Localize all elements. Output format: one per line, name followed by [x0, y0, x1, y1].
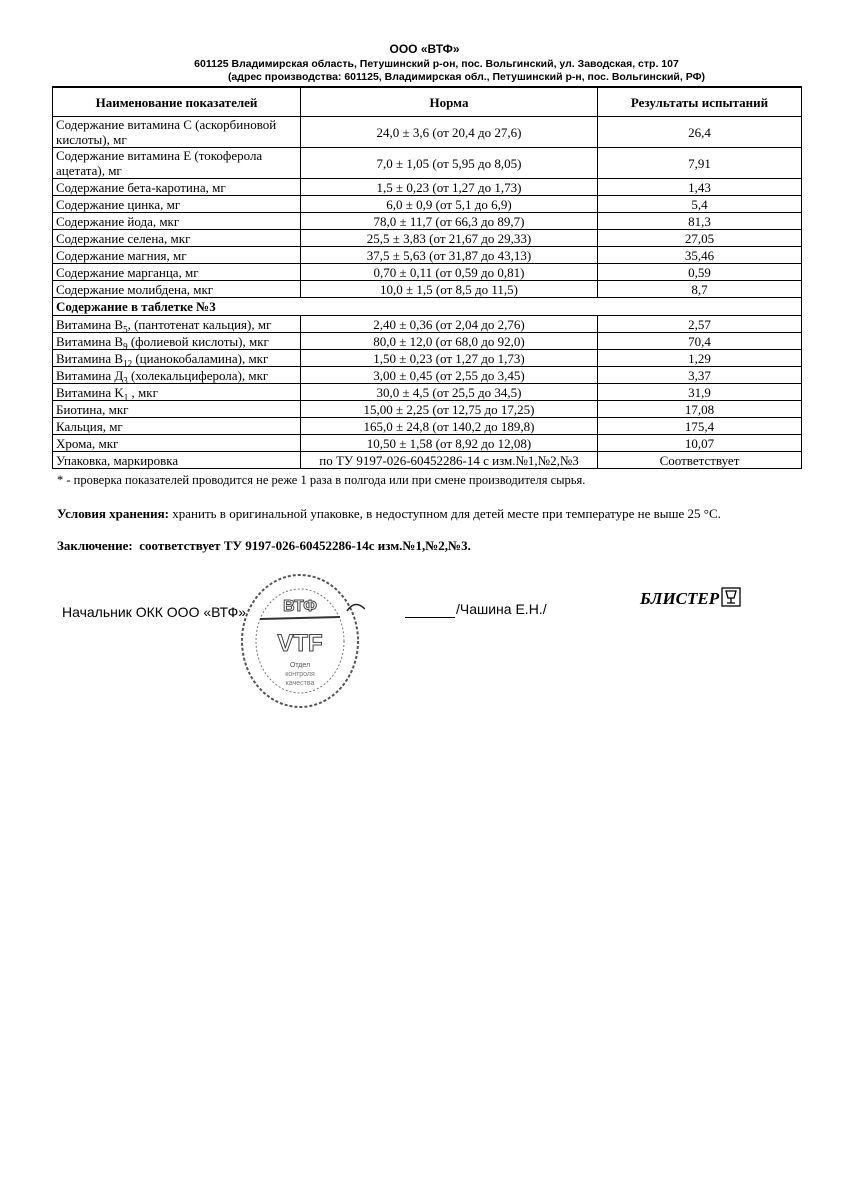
- signature-block: [52, 582, 801, 732]
- svg-text:VTF: VTF: [277, 630, 323, 657]
- name-prefix: Витамина B: [56, 333, 124, 349]
- norm-value: 6,0 ± 0,9 (от 5,1 до 6,9): [301, 196, 598, 213]
- indicator-name: [53, 401, 301, 418]
- norm-value: 80,0 ± 12,0 (от 68,0 до 92,0): [301, 333, 598, 350]
- production-address: (адрес производства: 601125, Владимирская обл., Петушинский р-н, пос. Вольгинский, РФ): [227, 71, 706, 83]
- norm-value: 3,00 ± 0,45 (от 2,55 до 3,45): [301, 367, 598, 384]
- norm-value: 7,0 ± 1,05 (от 5,95 до 8,05): [301, 148, 598, 179]
- test-result: 31,9: [598, 384, 802, 401]
- test-results-table: [52, 86, 802, 469]
- test-result: 27,05: [598, 230, 802, 247]
- svg-text:ВТФ: ВТФ: [283, 598, 317, 615]
- test-result: 26,4: [598, 117, 802, 148]
- storage-text: хранить в оригинальной упаковке, в недоступном для детей месте при температуре не выше 25 °С.: [169, 506, 721, 521]
- indicator-name: [53, 333, 301, 350]
- test-result: 2,57: [598, 316, 802, 333]
- test-result: 35,46: [598, 247, 802, 264]
- indicator-name: Содержание молибдена, мкг: [53, 281, 301, 298]
- food-safe-icon: [721, 587, 741, 607]
- indicator-name: Содержание бета-каротина, мг: [53, 179, 301, 196]
- norm-value: 10,50 ± 1,58 (от 8,92 до 12,08): [301, 435, 598, 452]
- norm-value: 1,50 ± 0,23 (от 1,27 до 1,73): [301, 350, 598, 367]
- svg-text:контроля: контроля: [285, 671, 315, 678]
- indicator-name: [53, 435, 301, 452]
- name-prefix: Витамина B: [56, 316, 124, 332]
- document-body: [52, 86, 801, 732]
- test-result: 81,3: [598, 213, 802, 230]
- table-row: [53, 333, 802, 350]
- name-prefix: Витамина K: [56, 384, 124, 400]
- test-result: 1,43: [598, 179, 802, 196]
- norm-value: по ТУ 9197-026-60452286-14 с изм.№1,№2,№3: [301, 452, 598, 469]
- norm-value: 2,40 ± 0,36 (от 2,04 до 2,76): [301, 316, 598, 333]
- indicator-name: Содержание витамина Е (токоферола ацетата), мг: [53, 148, 301, 179]
- table-row: [53, 230, 802, 247]
- name-subscript: 12: [123, 358, 133, 369]
- table-row: [53, 264, 802, 281]
- table-row: [53, 213, 802, 230]
- indicator-name: [53, 452, 301, 469]
- svg-text:качества: качества: [285, 680, 315, 687]
- name-prefix: Упаковка, маркировка: [56, 452, 179, 468]
- section-row: [53, 298, 802, 316]
- table-row: [53, 247, 802, 264]
- column-header-name: Наименование показателей: [53, 87, 301, 117]
- indicator-name: Содержание селена, мкг: [53, 230, 301, 247]
- name-subscript: 3: [123, 375, 128, 386]
- name-subscript: 9: [123, 341, 128, 352]
- test-result: 17,08: [598, 401, 802, 418]
- norm-value: 30,0 ± 4,5 (от 25,5 до 34,5): [301, 384, 598, 401]
- indicator-name: Содержание цинка, мг: [53, 196, 301, 213]
- test-result: 7,91: [598, 148, 802, 179]
- storage-conditions: [57, 506, 801, 522]
- name-suffix: , мкг: [128, 384, 158, 400]
- table-row: [53, 196, 802, 213]
- table-row: [53, 316, 802, 333]
- test-result: 5,4: [598, 196, 802, 213]
- table-row: [53, 179, 802, 196]
- name-suffix: (холекальциферола), мкг: [127, 367, 269, 383]
- table-row: [53, 367, 802, 384]
- indicator-name: [53, 384, 301, 401]
- name-suffix: , (пантотенат кальция), мг: [127, 316, 272, 332]
- table-row: [53, 401, 802, 418]
- test-result: 8,7: [598, 281, 802, 298]
- test-result: 3,37: [598, 367, 802, 384]
- norm-value: 0,70 ± 0,11 (от 0,59 до 0,81): [301, 264, 598, 281]
- name-prefix: Биотина, мкг: [56, 401, 129, 417]
- test-result: 0,59: [598, 264, 802, 281]
- footnote: * - проверка показателей проводится не реже 1 раза в полгода или при смене производителя сырья.: [57, 473, 586, 487]
- norm-value: 24,0 ± 3,6 (от 20,4 до 27,6): [301, 117, 598, 148]
- table-header-row: [53, 87, 802, 117]
- indicator-name: Содержание йода, мкг: [53, 213, 301, 230]
- name-suffix: (фолиевой кислоты), мкг: [127, 333, 269, 349]
- name-prefix: Хрома, мкг: [56, 435, 119, 451]
- norm-value: 25,5 ± 3,83 (от 21,67 до 29,33): [301, 230, 598, 247]
- name-suffix: (цианокобаламина), мкг: [132, 350, 269, 366]
- signatory-name: /Чашина Е.Н./: [456, 601, 547, 617]
- indicator-name: [53, 367, 301, 384]
- test-result: 175,4: [598, 418, 802, 435]
- indicator-name: Содержание марганца, мг: [53, 264, 301, 281]
- name-prefix: Витамина B: [56, 350, 124, 366]
- company-address: 601125 Владимирская область, Петушинский р-он, пос. Вольгинский, ул. Заводская, стр. 107: [194, 58, 679, 70]
- table-row: [53, 452, 802, 469]
- conclusion-text: соответствует ТУ 9197-026-60452286-14с изм.№1,№2,№3.: [132, 538, 471, 553]
- indicator-name: Содержание магния, мг: [53, 247, 301, 264]
- table-row: [53, 435, 802, 452]
- name-prefix: Витамина Д: [56, 367, 124, 383]
- test-result: 70,4: [598, 333, 802, 350]
- table-row: [53, 384, 802, 401]
- blister-logo-text: БЛИСТЕР: [640, 589, 720, 608]
- svg-text:Отдел: Отдел: [289, 662, 311, 669]
- norm-value: 78,0 ± 11,7 (от 66,3 до 89,7): [301, 213, 598, 230]
- norm-value: 165,0 ± 24,8 (от 140,2 до 189,8): [301, 418, 598, 435]
- conclusion: [57, 538, 801, 554]
- name-subscript: 5: [123, 324, 128, 335]
- company-name: ООО «ВТФ»: [389, 42, 460, 56]
- norm-value: 10,0 ± 1,5 (от 8,5 до 11,5): [301, 281, 598, 298]
- signature-line: [405, 617, 455, 618]
- column-header-norm: Норма: [301, 87, 598, 117]
- storage-label: Условия хранения:: [57, 506, 170, 521]
- indicator-name: Содержание витамина С (аскорбиновой кислоты), мг: [53, 117, 301, 148]
- section-title: Содержание в таблетке №3: [53, 298, 802, 316]
- indicator-name: [53, 350, 301, 367]
- conclusion-label: Заключение:: [57, 538, 133, 553]
- name-prefix: Кальция, мг: [56, 418, 123, 434]
- blister-logo: [640, 587, 741, 607]
- test-result: 10,07: [598, 435, 802, 452]
- norm-value: 15,00 ± 2,25 (от 12,75 до 17,25): [301, 401, 598, 418]
- column-header-result: Результаты испытаний: [598, 87, 802, 117]
- table-row: [53, 418, 802, 435]
- table-row: [53, 281, 802, 298]
- test-result: Соответствует: [598, 452, 802, 469]
- table-row: [53, 117, 802, 148]
- test-result: 1,29: [598, 350, 802, 367]
- signatory-position: Начальник ОКК ООО «ВТФ»: [62, 604, 247, 620]
- norm-value: 1,5 ± 0,23 (от 1,27 до 1,73): [301, 179, 598, 196]
- name-subscript: 1: [123, 392, 129, 403]
- stamp-seal: [235, 569, 365, 719]
- table-row: [53, 148, 802, 179]
- table-row: [53, 350, 802, 367]
- indicator-name: [53, 418, 301, 435]
- indicator-name: [53, 316, 301, 333]
- norm-value: 37,5 ± 5,63 (от 31,87 до 43,13): [301, 247, 598, 264]
